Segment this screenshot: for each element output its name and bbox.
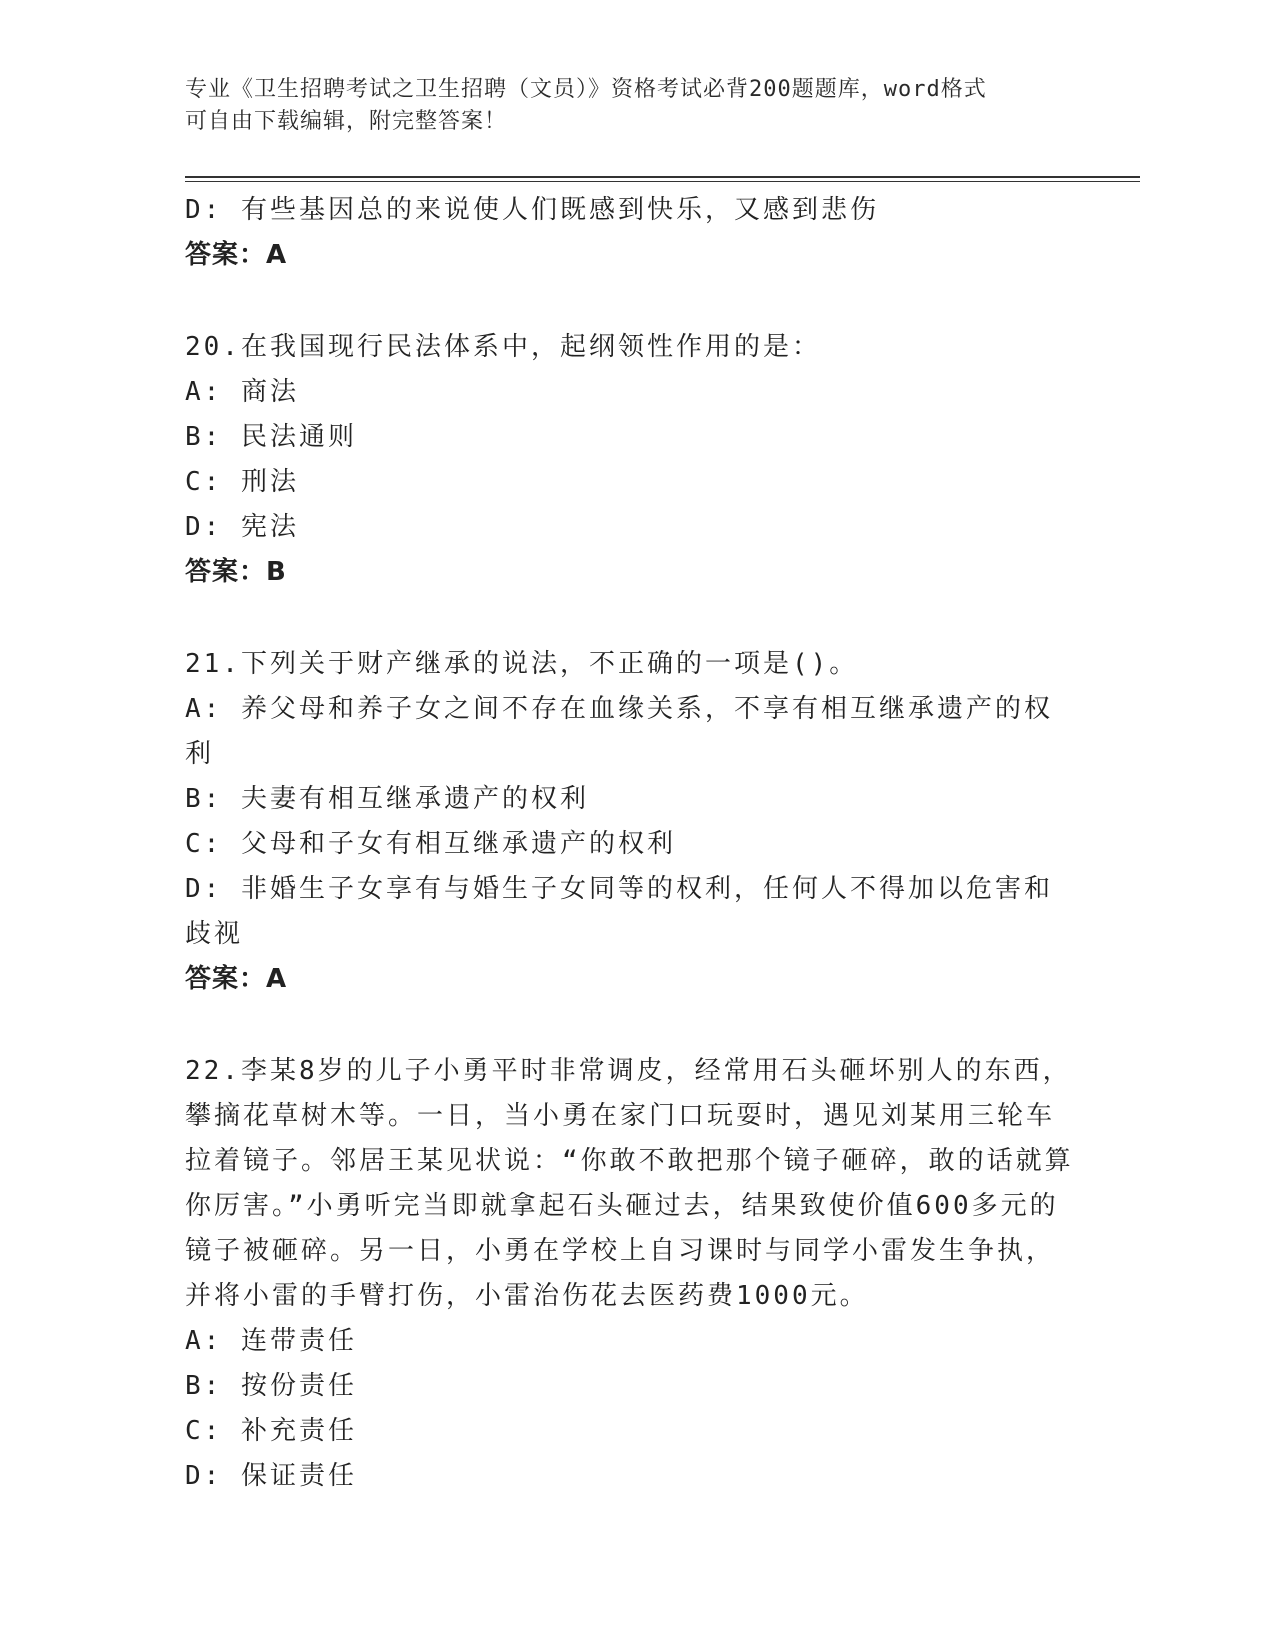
question-stem: 22.李某8岁的儿子小勇平时非常调皮，经常用石头砸坏别人的东西，攀摘花草树木等。一日，当小勇在家门口玩耍时，遇见刘某用三轮车拉着镜子。邻居王某见状说：“你敢不敢把那个镜子砸碎，敢的话就算你厉害。”小勇听完当即就拿起石头砸过去，结果致使价值600多元的镜子被砸碎。另一日，小勇在学校上自习课时与同学小雷发生争执，并将小雷的手臂打伤，小雷治伤花去医药费1000元。 bbox=[185, 1056, 1074, 1311]
option-c: C: 补充责任 bbox=[185, 1416, 357, 1446]
spacer bbox=[185, 278, 1075, 325]
question-stem: 21.下列关于财产继承的说法，不正确的一项是()。 bbox=[185, 649, 859, 679]
option-d: D: 宪法 bbox=[185, 512, 299, 542]
header-line-1: 专业《卫生招聘考试之卫生招聘（文员）》资格考试必背200题题库，word格式 bbox=[185, 77, 987, 102]
option-a: A: 商法 bbox=[185, 377, 299, 407]
option-a: A: 养父母和养子女之间不存在血缘关系，不享有相互继承遗产的权利 bbox=[185, 694, 1053, 769]
answer-line: 答案：B bbox=[185, 557, 287, 587]
question-22 bbox=[185, 1049, 1075, 1499]
header-divider-thick bbox=[185, 176, 1140, 178]
option-d: D: 非婚生子女享有与婚生子女同等的权利，任何人不得加以危害和歧视 bbox=[185, 874, 1053, 949]
question-20 bbox=[185, 325, 1075, 595]
option-b: B: 按份责任 bbox=[185, 1371, 357, 1401]
question-21 bbox=[185, 642, 1075, 1002]
previous-question-tail bbox=[185, 188, 1075, 278]
option-a: A: 连带责任 bbox=[185, 1326, 357, 1356]
question-stem: 20.在我国现行民法体系中，起纲领性作用的是： bbox=[185, 332, 821, 362]
spacer bbox=[185, 595, 1075, 642]
question-list bbox=[185, 188, 1075, 1499]
header-line-2: 可自由下载编辑，附完整答案！ bbox=[185, 109, 508, 134]
option-b: B: 民法通则 bbox=[185, 422, 357, 452]
answer-line: 答案：A bbox=[185, 964, 288, 994]
header-divider-thin bbox=[185, 181, 1140, 182]
document-header bbox=[185, 74, 1085, 138]
option-d: D: 有些基因总的来说使人们既感到快乐，又感到悲伤 bbox=[185, 195, 879, 225]
answer-line: 答案：A bbox=[185, 240, 288, 270]
option-b: B: 夫妻有相互继承遗产的权利 bbox=[185, 784, 589, 814]
option-c: C: 刑法 bbox=[185, 467, 299, 497]
option-d: D: 保证责任 bbox=[185, 1461, 357, 1491]
spacer bbox=[185, 1002, 1075, 1049]
option-c: C: 父母和子女有相互继承遗产的权利 bbox=[185, 829, 676, 859]
